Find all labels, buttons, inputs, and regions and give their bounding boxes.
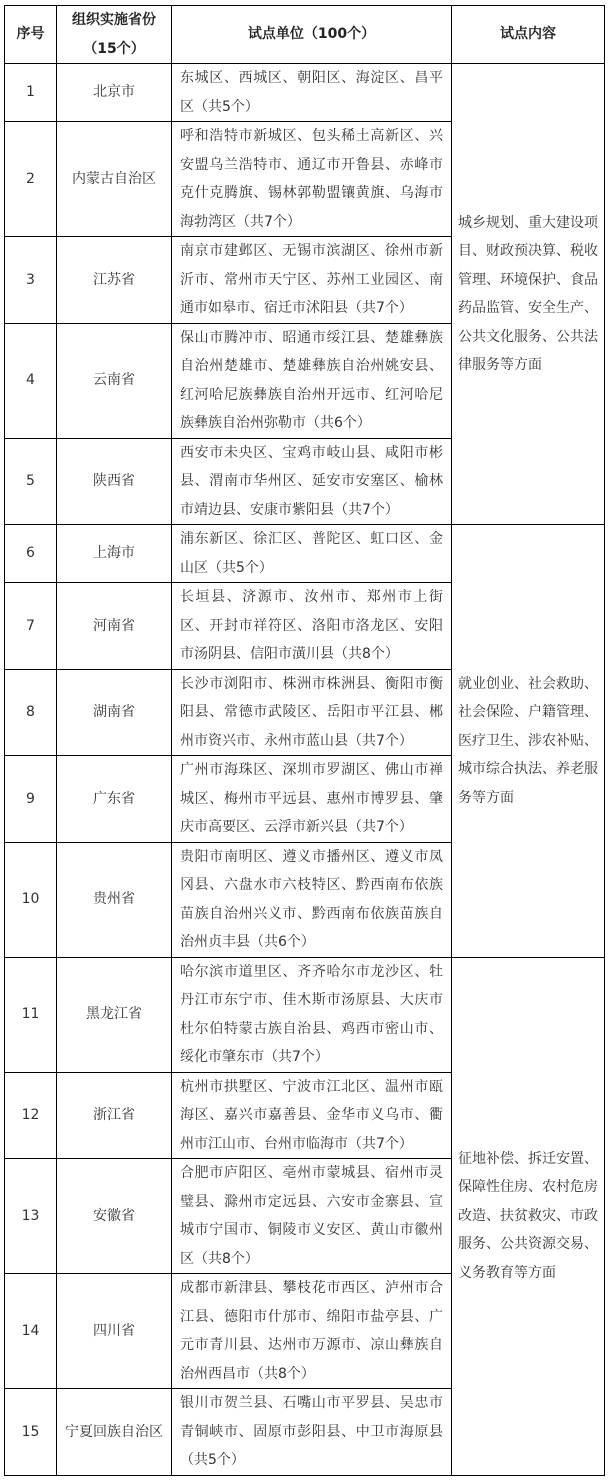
province-cell: 河南省: [57, 583, 172, 670]
row-number: 7: [5, 583, 57, 670]
row-number: 14: [5, 1274, 57, 1389]
province-cell: 江苏省: [57, 237, 172, 324]
content-cell-group2: 就业创业、社会救助、社会保险、户籍管理、医疗卫生、涉农补贴、城市综合执法、养老服务等方面: [452, 525, 605, 958]
header-pilot-content: 试点内容: [452, 6, 605, 64]
pilot-units-table: [4, 5, 605, 1476]
units-cell: 西安市未央区、宝鸡市岐山县、咸阳市彬县、渭南市华州区、延安市安塞区、榆林市靖边县、安康市紫阳县（共7个）: [172, 438, 452, 525]
province-cell: 安徽省: [57, 1159, 172, 1274]
units-cell: 保山市腾冲市、昭通市绥江县、楚雄彝族自治州楚雄市、楚雄彝族自治州姚安县、红河哈尼族彝族自治州开远市、红河哈尼族彝族自治州弥勒市（共6个）: [172, 323, 452, 438]
table-row: [5, 957, 605, 1072]
province-cell: 北京市: [57, 64, 172, 122]
units-cell: 长垣县、济源市、汝州市、郑州市上街区、开封市祥符区、洛阳市洛龙区、安阳市汤阴县、信阳市潢川县（共8个）: [172, 583, 452, 670]
province-cell: 上海市: [57, 525, 172, 583]
units-cell: 长沙市浏阳市、株洲市株洲县、衡阳市衡阳县、常德市武陵区、岳阳市平江县、郴州市资兴市、永州市蓝山县（共7个）: [172, 669, 452, 756]
row-number: 11: [5, 957, 57, 1072]
header-province-line1: 组织实施省份: [72, 12, 156, 28]
province-cell: 贵州省: [57, 842, 172, 957]
row-number: 12: [5, 1072, 57, 1159]
units-cell: 广州市海珠区、深圳市罗湖区、佛山市禅城区、梅州市平远县、惠州市博罗县、肇庆市高要区、云浮市新兴县（共7个）: [172, 756, 452, 843]
table-header-row: [5, 6, 605, 64]
row-number: 15: [5, 1389, 57, 1476]
units-cell: 南京市建邺区、无锡市滨湖区、徐州市新沂市、常州市天宁区、苏州工业园区、南通市如皋市、宿迁市沭阳县（共7个）: [172, 237, 452, 324]
header-province: [57, 6, 172, 64]
units-cell: 成都市新津县、攀枝花市西区、泸州市合江县、德阳市什邡市、绵阳市盐亭县、广元市青川县、达州市万源市、凉山彝族自治州西昌市（共8个）: [172, 1274, 452, 1389]
province-cell: 四川省: [57, 1274, 172, 1389]
province-cell: 云南省: [57, 323, 172, 438]
units-cell: 杭州市拱墅区、宁波市江北区、温州市瓯海区、嘉兴市嘉善县、金华市义乌市、衢州市江山市、台州市临海市（共7个）: [172, 1072, 452, 1159]
row-number: 4: [5, 323, 57, 438]
row-number: 2: [5, 122, 57, 237]
row-number: 1: [5, 64, 57, 122]
units-cell: 贵阳市南明区、遵义市播州区、遵义市凤冈县、六盘水市六枝特区、黔西南布依族苗族自治州兴义市、黔西南布依族苗族自治州贞丰县（共6个）: [172, 842, 452, 957]
row-number: 9: [5, 756, 57, 843]
header-pilot-units: 试点单位（100个）: [172, 6, 452, 64]
province-cell: 广东省: [57, 756, 172, 843]
header-province-line2: （15个）: [83, 40, 145, 57]
row-number: 8: [5, 669, 57, 756]
table-row: [5, 525, 605, 583]
row-number: 6: [5, 525, 57, 583]
row-number: 13: [5, 1159, 57, 1274]
province-cell: 内蒙古自治区: [57, 122, 172, 237]
units-cell: 哈尔滨市道里区、齐齐哈尔市龙沙区、牡丹江市东宁市、佳木斯市汤原县、大庆市杜尔伯特蒙古族自治县、鸡西市密山市、绥化市肇东市（共7个）: [172, 957, 452, 1072]
units-cell: 浦东新区、徐汇区、普陀区、虹口区、金山区（共5个）: [172, 525, 452, 583]
units-cell: 东城区、西城区、朝阳区、海淀区、昌平区（共5个）: [172, 64, 452, 122]
header-serial-number: 序号: [5, 6, 57, 64]
units-cell: 合肥市庐阳区、亳州市蒙城县、宿州市灵璧县、滁州市定远县、六安市金寨县、宣城市宁国市、铜陵市义安区、黄山市徽州区（共8个）: [172, 1159, 452, 1274]
row-number: 10: [5, 842, 57, 957]
content-cell-group3: 征地补偿、拆迁安置、保障性住房、农村危房改造、扶贫救灾、市政服务、公共资源交易、义务教育等方面: [452, 957, 605, 1475]
units-cell: 银川市贺兰县、石嘴山市平罗县、吴忠市青铜峡市、固原市彭阳县、中卫市海原县（共5个）: [172, 1389, 452, 1476]
province-cell: 陕西省: [57, 438, 172, 525]
province-cell: 宁夏回族自治区: [57, 1389, 172, 1476]
province-cell: 浙江省: [57, 1072, 172, 1159]
units-cell: 呼和浩特市新城区、包头稀土高新区、兴安盟乌兰浩特市、通辽市开鲁县、赤峰市克什克腾旗、锡林郭勒盟镶黄旗、乌海市海勃湾区（共7个）: [172, 122, 452, 237]
row-number: 3: [5, 237, 57, 324]
row-number: 5: [5, 438, 57, 525]
province-cell: 湖南省: [57, 669, 172, 756]
province-cell: 黑龙江省: [57, 957, 172, 1072]
content-cell-group1: 城乡规划、重大建设项目、财政预决算、税收管理、环境保护、食品药品监管、安全生产、公共文化服务、公共法律服务等方面: [452, 64, 605, 525]
table-row: [5, 64, 605, 122]
